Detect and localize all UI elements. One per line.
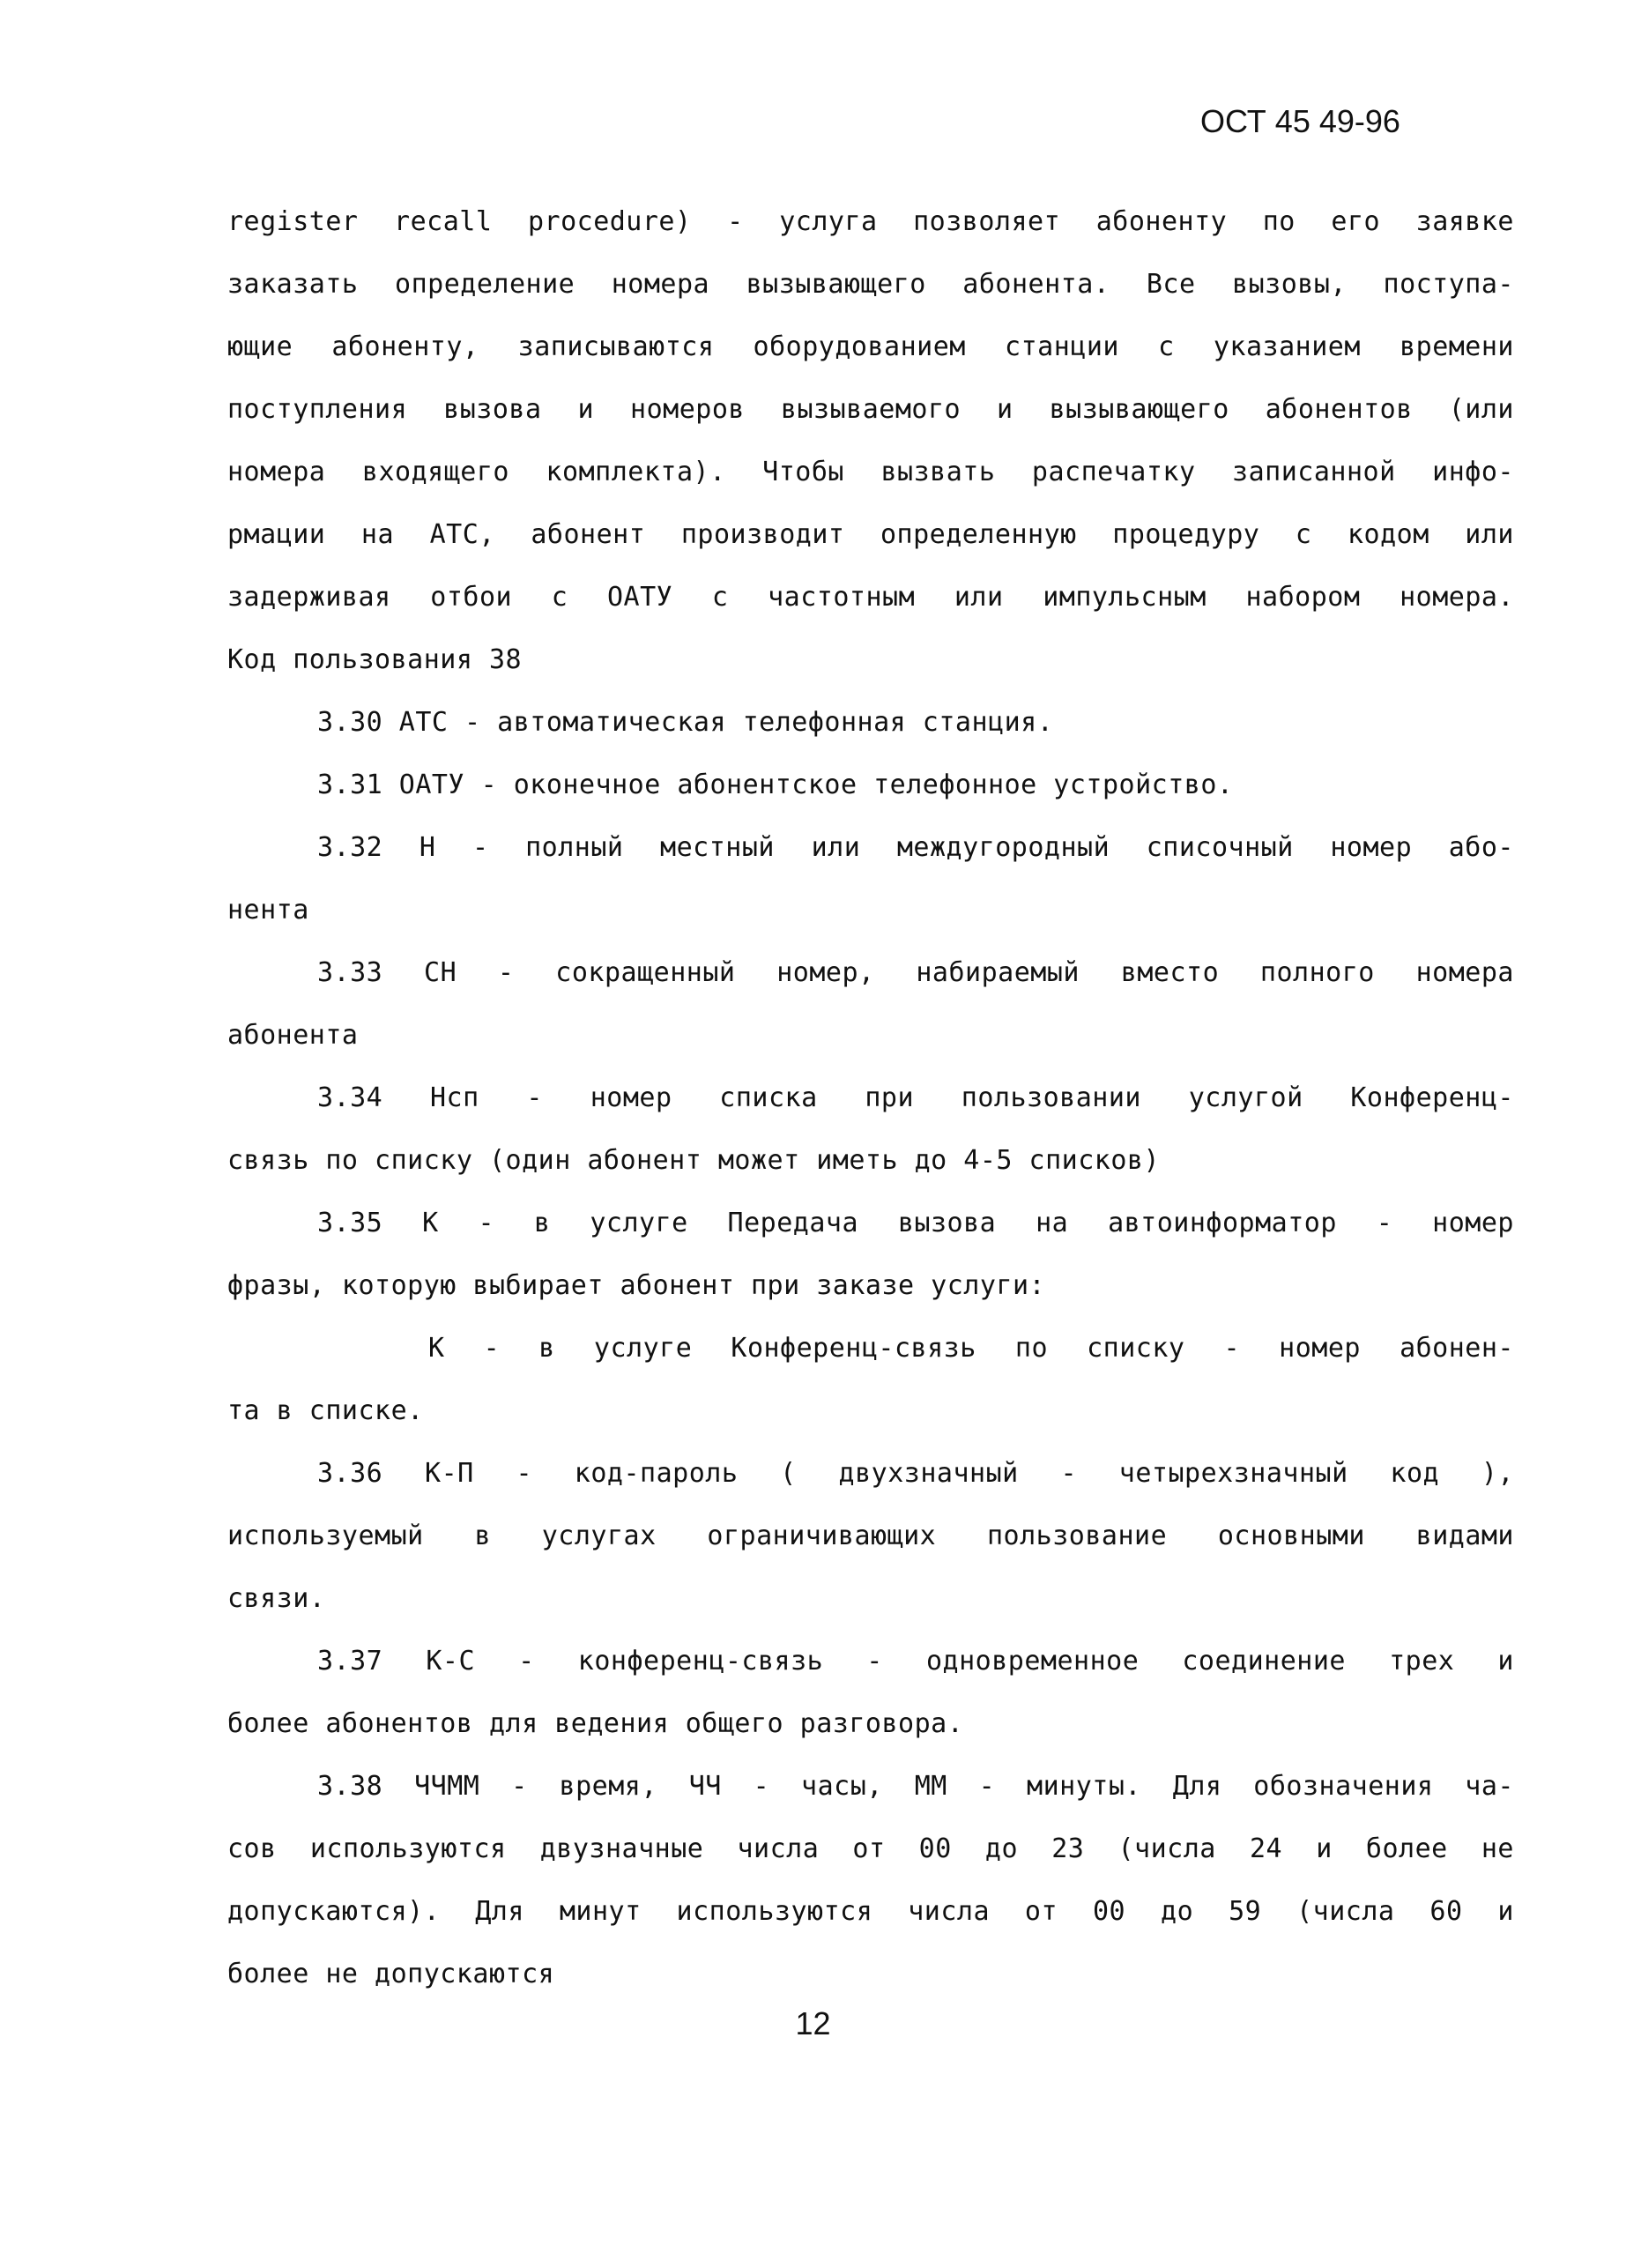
section-3-35: 3.35 К - в услуге Передача вызова на автоинформатор - номер — [317, 1208, 1514, 1238]
text-line: задерживая отбои с ОАТУ с частотным или импульсным набором номера. — [227, 582, 1514, 613]
page-body — [227, 190, 1514, 2005]
text-line: номера входящего комплекта). Чтобы вызвать распечатку записанной инфо- — [227, 457, 1514, 487]
text-line: register recall procedure) - услуга позволяет абоненту по его заявке — [227, 206, 1514, 237]
text-line: связь по списку (один абонент может иметь до 4-5 списков) — [227, 1145, 1161, 1176]
text-line: связи. — [227, 1583, 326, 1614]
section-3-35-continued: К - в услуге Конференц-связь по списку - номер абонен- — [428, 1333, 1514, 1364]
text-line: Код пользования 38 — [227, 644, 523, 675]
text-line: нента — [227, 895, 309, 926]
section-3-38: 3.38 ЧЧММ - время, ЧЧ - часы, ММ - минуты. Для обозначения ча- — [317, 1771, 1514, 1802]
text-line: сов используются двузначные числа от 00 до 23 (числа 24 и более не — [227, 1833, 1514, 1864]
section-3-37: 3.37 К-С - конференц-связь - одновременное соединение трех и — [317, 1646, 1514, 1677]
text-line: заказать определение номера вызывающего абонента. Все вызовы, поступа- — [227, 269, 1514, 300]
section-3-30: 3.30 АТС - автоматическая телефонная станция. — [317, 707, 1054, 738]
header-doc-code: ОСТ 45 49-96 — [1200, 103, 1400, 139]
section-3-34: 3.34 Нсп - номер списка при пользовании услугой Конференц- — [317, 1082, 1514, 1113]
section-3-36: 3.36 К-П - код-пароль ( двухзначный - четырехзначный код ), — [317, 1458, 1514, 1489]
text-line: более абонентов для ведения общего разговора. — [227, 1708, 964, 1739]
page-number: 12 — [795, 2005, 831, 2041]
text-line: ющие абоненту, записываются оборудованием станции с указанием времени — [227, 331, 1514, 362]
text-line: используемый в услугах ограничивающих пользование основными видами — [227, 1521, 1514, 1551]
text-line: фразы, которую выбирает абонент при заказе услуги: — [227, 1270, 1046, 1301]
text-line: поступления вызова и номеров вызываемого и вызывающего абонентов (или — [227, 394, 1514, 425]
section-3-33: 3.33 СН - сокращенный номер, набираемый вместо полного номера — [317, 957, 1514, 988]
section-3-31: 3.31 ОАТУ - оконечное абонентское телефонное устройство. — [317, 770, 1234, 800]
text-line: допускаются). Для минут используются числа от 00 до 59 (числа 60 и — [227, 1896, 1514, 1927]
text-line: рмации на АТС, абонент производит определенную процедуру с кодом или — [227, 519, 1514, 550]
section-3-32: 3.32 Н - полный местный или междугородный списочный номер або- — [317, 832, 1514, 863]
text-line: та в списке. — [227, 1395, 424, 1426]
text-line: абонента — [227, 1020, 359, 1051]
text-line: более не допускаются — [227, 1959, 555, 1989]
